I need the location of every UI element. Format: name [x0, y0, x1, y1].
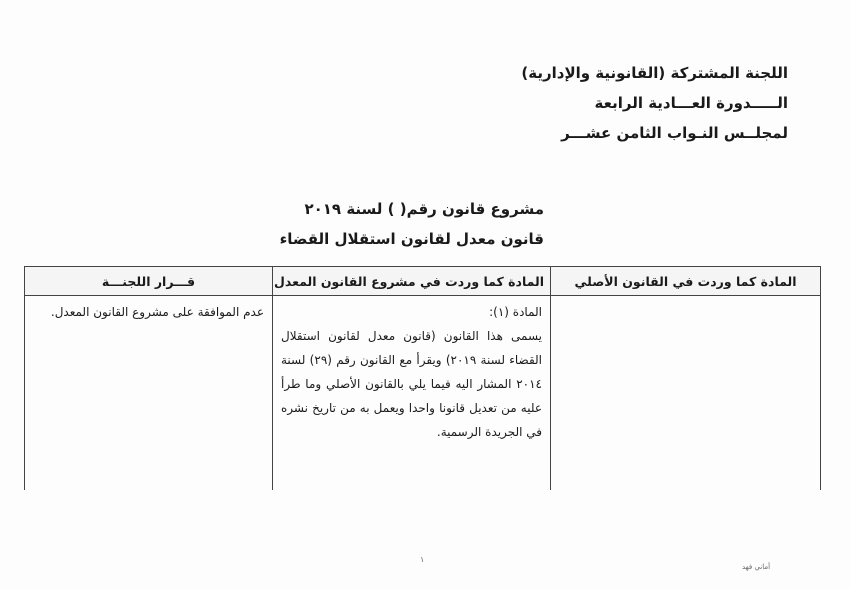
amended-article-number: المادة (١): — [489, 305, 542, 319]
bill-name-title: قانون معدل لقانون استقلال القضاء — [279, 230, 544, 248]
document-title — [244, 194, 544, 254]
committee-name: اللجنة المشتركة (القانونية والإدارية) — [521, 64, 788, 82]
header-amended-article: المادة كما وردت في مشروع القانون المعدل — [273, 267, 551, 296]
page-number: ١ — [420, 555, 425, 564]
table-row — [25, 296, 821, 491]
bill-number-title: مشروع قانون رقم( ) لسنة ٢٠١٩ — [304, 200, 544, 218]
committee-decision-text: عدم الموافقة على مشروع القانون المعدل. — [50, 305, 264, 319]
document-header — [468, 58, 788, 148]
cell-amended-article — [273, 296, 551, 491]
footer-initials: أماني فهد — [742, 563, 771, 571]
cell-committee-decision — [25, 296, 273, 491]
comparison-table — [24, 266, 821, 490]
amended-article-text: يسمى هذا القانون (قانون معدل لقانون استقلال القضاء لسنة ٢٠١٩) ويقرأ مع القانون رقم (٢٩) لسنة ٢٠١٤ المشار اليه فيما يلي بالقانون الأصلي وما طرأ عليه من تعديل قانونا واحدا ويعمل به من تاريخ نشره في الجريدة الرسمية. — [281, 329, 543, 439]
parliament-name: لمجلــس النـواب الثامن عشـــر — [561, 124, 788, 142]
header-original-article: المادة كما وردت في القانون الأصلي — [551, 267, 821, 296]
table-header-row — [25, 267, 821, 296]
cell-original-article — [551, 296, 821, 491]
session-name: الـــــدورة العـــادية الرابعة — [594, 94, 788, 112]
header-committee-decision: قـــرار اللجنـــة — [25, 267, 273, 296]
